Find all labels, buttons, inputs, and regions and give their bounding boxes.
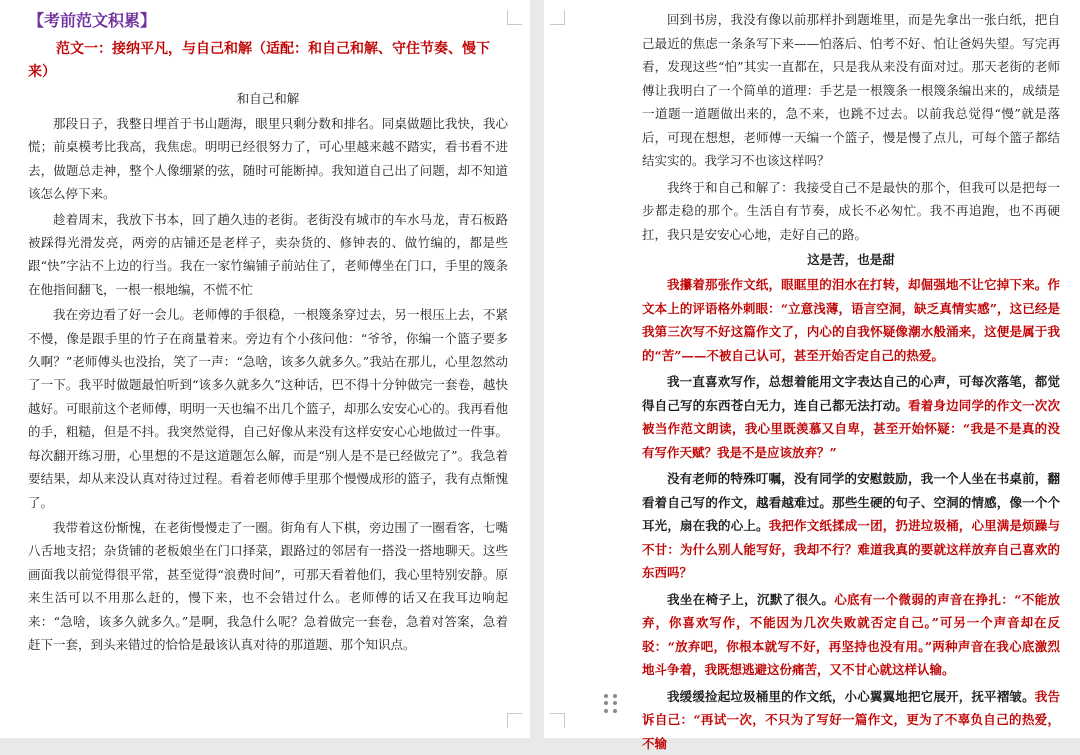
drag-dot (604, 701, 608, 705)
drag-dot (613, 709, 617, 713)
essay-heading: 范文一：接纳平凡，与自己和解（适配：和自己和解、守住节奏、慢下来） (28, 38, 508, 84)
page-corner-mark (550, 713, 565, 728)
essay-title-2: 这是苦，也是甜 (642, 249, 1060, 271)
essay-paragraph: 那段日子，我整日埋首于书山题海，眼里只剩分数和排名。同桌做题比我快，我心慌；前桌模考比我高，我焦虑。明明已经很努力了，可心里越来越不踏实，看书看不进去，做题总走神，整个人像绷紧的弦，随时可能断掉。我知道自己出了问题，却不知道该怎么停下来。 (28, 112, 508, 206)
essay-paragraph (642, 370, 1060, 464)
body-text: 没有老师的特殊叮嘱，没有同学的安慰鼓励，我一个人坐在书桌前，翻看着自己写的作文，越看越难过。那些生硬的句子、空洞的情感，像一个个耳光，扇在我的心上。 (642, 471, 1060, 533)
document-page-left (0, 0, 530, 738)
page-corner-mark (550, 10, 565, 25)
essay-paragraph: 我在旁边看了好一会儿。老师傅的手很稳，一根篾条穿过去，另一根压上去，不紧不慢，像是跟手里的竹子在商量着来。旁边有个小孩问他：“爷爷，你编一个篮子要多久啊？”老师傅头也没抬，笑了一声：“急啥，该多久就多久。”我站在那儿，心里忽然动了一下。我平时做题最怕听到“该多久就多久”这种话，巴不得十分钟做完一套卷，越快越好。可眼前这个老师傅，明明一天也编不出几个篮子，却那么安安心心的。我再看他的手，粗糙，但是不抖。我突然觉得，自己好像从来没有这样安安心心地做过一件事。每次翻开练习册，心里想的不是这道题怎么解，而是“别人是不是已经做完了”。我急着要结果，却从来没认真对待过过程。看着老师傅手里那个慢慢成形的篮子，我有点惭愧了。 (28, 303, 508, 514)
drag-dot (604, 694, 608, 698)
essay-paragraph: 我终于和自己和解了：我接受自己不是最快的那个，但我可以是把每一步都走稳的那个。生活自有节奏，成长不必匆忙。我不再追跑，也不再硬扛，我只是安安心心地，走好自己的路。 (642, 176, 1060, 247)
document-page-right (544, 0, 1080, 738)
essay-paragraph (642, 588, 1060, 682)
essay-paragraph (642, 273, 1060, 367)
highlighted-text: 我攥着那张作文纸，眼眶里的泪水在打转，却倔强地不让它掉下来。作文本上的评语格外刺眼：“立意浅薄，语言空洞，缺乏真情实感”，这已经是我第三次写不好这篇作文了，内心的自我怀疑像潮水般涌来，这便是属于我的“苦”——不被自己认可，甚至开始否定自己的热爱。 (642, 277, 1060, 363)
essay-paragraph: 回到书房，我没有像以前那样扑到题堆里，而是先拿出一张白纸，把自己最近的焦虑一条条写下来——怕落后、怕考不好、怕让爸妈失望。写完再看，发现这些“怕”其实一直都在，只是我从来没有面对过。那天老街的老师傅让我明白了一个简单的道理：手艺是一根篾条一根篾条编出来的，成绩是一道题一道题做出来的，急不来，也跳不过去。以前我总觉得“慢”就是落后，可现在想想，老师傅一天编一个篮子，慢是慢了点儿，可每个篮子都结结实实的。我学习不也该这样吗？ (642, 8, 1060, 173)
body-text: 我缓缓捡起垃圾桶里的作文纸，小心翼翼地把它展开，抚平褶皱。 (667, 689, 1035, 704)
essay-paragraph (642, 467, 1060, 585)
body-text: 我坐在椅子上，沉默了很久。 (667, 592, 834, 607)
section-title: 【考前范文积累】 (28, 10, 508, 32)
drag-dot (613, 701, 617, 705)
essay-paragraph: 趁着周末，我放下书本，回了趟久违的老街。老街没有城市的车水马龙，青石板路被踩得光滑发亮，两旁的店铺还是老样子，卖杂货的、修钟表的、做竹编的，都是些跟“快”字沾不上边的行当。我在一家竹编铺子前站住了，老师傅坐在门口，手里的篾条在他指间翻飞，一根一根地编，不慌不忙 (28, 208, 508, 302)
drag-handle-icon[interactable] (604, 694, 618, 714)
drag-dot (613, 694, 617, 698)
highlighted-text: 我告诉自己：“再试一次，不只为了写好一篇作文，更为了不辜负自己的热爱，不输 (642, 689, 1060, 751)
essay-title: 和自己和解 (28, 88, 508, 110)
drag-dot (604, 709, 608, 713)
essay-paragraph (642, 685, 1060, 755)
highlighted-text: 我把作文纸揉成一团，扔进垃圾桶，心里满是烦躁与不甘：为什么别人能写好，我却不行？难道我真的要就这样放弃自己喜欢的东西吗？ (642, 518, 1060, 580)
page-corner-mark (507, 10, 522, 25)
essay-paragraph: 我带着这份惭愧，在老街慢慢走了一圈。街角有人下棋，旁边围了一圈看客，七嘴八舌地支招；杂货铺的老板娘坐在门口择菜，跟路过的邻居有一搭没一搭地聊天。这些画面我以前觉得很平常，甚至觉得“浪费时间”，可那天看着他们，我心里特别安静。原来生活可以不用那么赶的，慢下来，也不会错过什么。老师傅的话又在我耳边响起来：“急啥，该多久就多久。”是啊，我急什么呢？急着做完一套卷，急着对答案，急着赶下一套，到头来错过的恰恰是最该认真对待的那道题、那个知识点。 (28, 516, 508, 656)
highlighted-text: 心底有一个微弱的声音在挣扎：“不能放弃，你喜欢写作，不能因为几次失败就否定自己。”可另一个声音却在反驳：“放弃吧，你根本就写不好，再坚持也没有用。”两种声音在我心底激烈地斗争着，我既想逃避这份痛苦，又不甘心就这样认输。 (642, 592, 1060, 678)
body-text: 我一直喜欢写作，总想着能用文字表达自己的心声，可每次落笔，都觉得自己写的东西苍白无力，连自己都无法打动。 (642, 374, 1060, 413)
page-corner-mark (507, 713, 522, 728)
highlighted-text: 看着身边同学的作文一次次被当作范文朗读，我心里既羡慕又自卑，甚至开始怀疑：“我是不是真的没有写作天赋？我是不是应该放弃？” (642, 398, 1060, 460)
